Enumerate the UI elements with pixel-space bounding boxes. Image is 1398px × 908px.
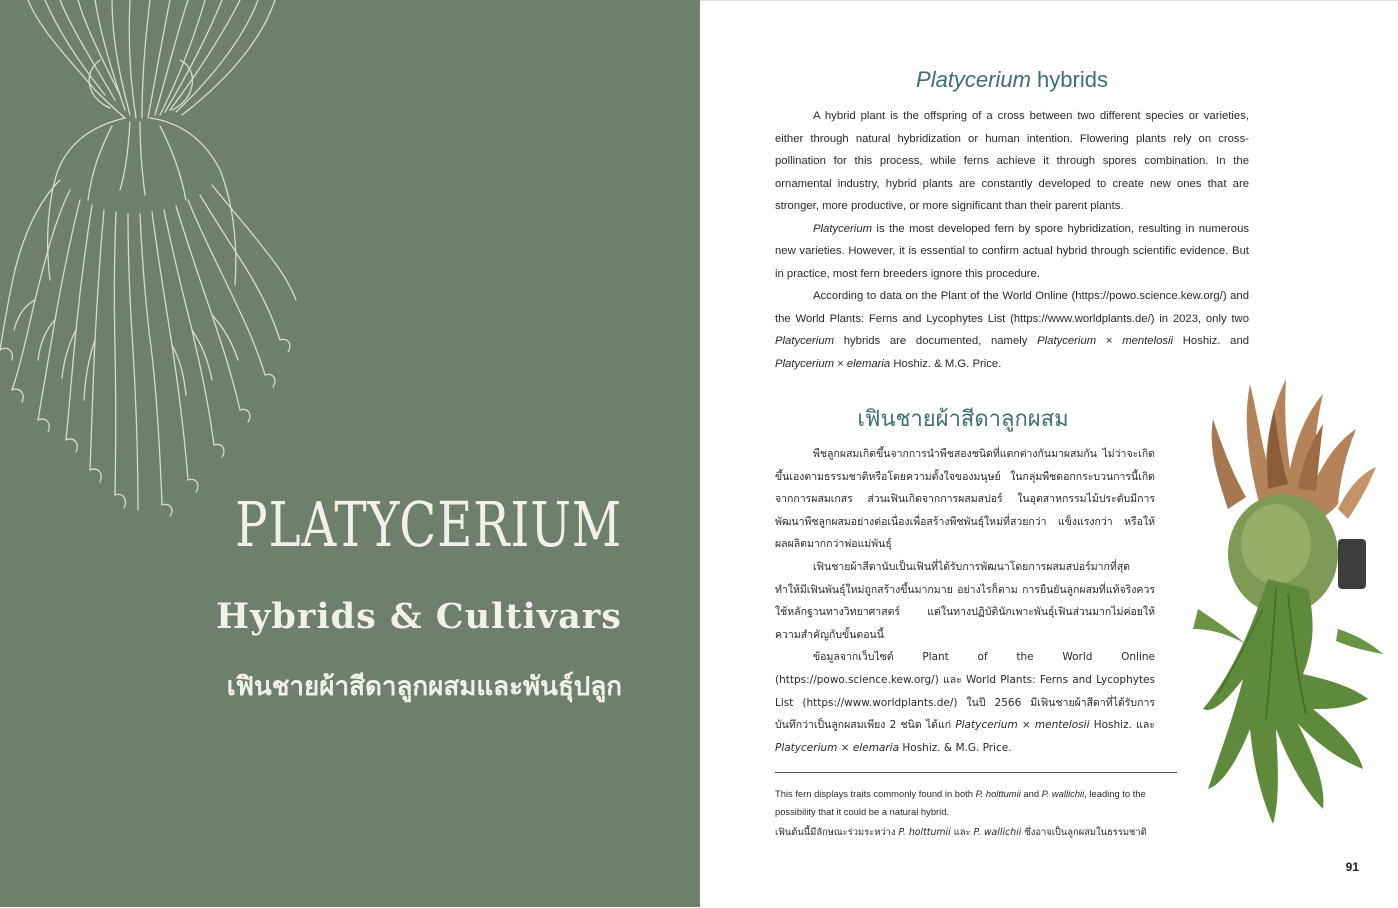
- species-name: P. holttumii: [975, 788, 1021, 799]
- thai-paragraph-1: พืชลูกผสมเกิดขึ้นจากการนำพืชสองชนิดที่แตกต่างกันมาผสมกัน ไม่ว่าจะเกิดขึ้นเองตามธรรมชาติหรือโดยความตั้งใจของมนุษย์ ในกลุ่มพืชดอกกระบวนการนี้เกิดจากการผสมเกสร ส่วนเฟินเกิดจากการผสมสปอร์ ในอุตสาหกรรมไม้ประดับมีการพัฒนาพืชลูกผสมอย่างต่อเนื่องเพื่อสร้างพืชพันธุ์ใหม่ที่สวยกว่า แข็งแรงกว่า หรือให้ผลผลิตมากกว่าพ่อแม่พันธุ์: [775, 448, 1155, 551]
- english-body-text: [775, 105, 1249, 375]
- epithet-name: mentelosii: [1122, 335, 1174, 347]
- caption-text: , leading to the possibility that it could be a natural hybrid.: [775, 788, 1146, 817]
- genus-name: Platycerium: [775, 335, 835, 347]
- english-paragraph-1: A hybrid plant is the offspring of a cross between two different species or varieties, either through natural hybridization or human intention. Flowering plants rely on cross-pollination for this process, while ferns achieve it through spores combination. In the ornamental industry, hybrid plants are constantly developed to create new ones that are stronger, more productive, or more significant than their parent plants.: [775, 110, 1249, 212]
- genus-name: Platycerium: [775, 741, 838, 754]
- paragraph-text: is the most developed fern by spore hybridization, resulting in numerous new varieties. However, it is essential to confirm actual hybrid through scientific evidence. But in practice, most fern breeders ignore this procedure.: [775, 222, 1249, 280]
- thai-section-heading: เฟินชายผ้าสีดาลูกผสม: [857, 406, 1069, 431]
- photo-caption-thai: [775, 824, 1185, 841]
- paragraph-text: hybrids are documented, namely: [834, 335, 1038, 347]
- genus-name: Platycerium: [775, 357, 835, 370]
- book-subtitle: Hybrids & Cultivars: [216, 596, 622, 637]
- thai-book-title: เฟินชายผ้าสีดาลูกผสมและพันธุ์ปลูก: [226, 672, 622, 702]
- right-page: [700, 0, 1398, 908]
- page-number: 91: [1345, 860, 1359, 874]
- hybrid-sign: ×: [1017, 719, 1035, 732]
- heading-genus: Platycerium: [916, 67, 1031, 92]
- english-paragraph-2: [775, 218, 1249, 286]
- caption-text: This fern displays traits commonly found in both: [775, 788, 976, 799]
- caption-divider: [775, 772, 1177, 773]
- staghorn-fern-photo: [1188, 379, 1388, 839]
- paragraph-text: Hoshiz. & M.G. Price.: [899, 741, 1012, 754]
- english-paragraph-3: [775, 285, 1249, 375]
- epithet-name: mentelosii: [1034, 719, 1090, 732]
- thai-body-text: [775, 443, 1155, 759]
- staghorn-fern-line-illustration: [0, 0, 300, 520]
- species-name: P. wallichii: [1041, 788, 1085, 799]
- thai-paragraph-2: เฟินชายผ้าสีดานับเป็นเฟินที่ได้รับการพัฒนาโดยการผสมสปอร์มากที่สุด ทำให้มีเฟินพันธุ์ใหม่ถูกสร้างขึ้นมากมาย อย่างไรก็ตาม การยืนยันลูกผสมที่แท้จริงควรใช้หลักฐานทางวิทยาศาสตร์ แต่ในทางปฏิบัตินักเพาะพันธุ์เฟินส่วนมากไม่ค่อยให้ความสำคัญกับขั้นตอนนี้: [775, 560, 1155, 641]
- paragraph-text: Hoshiz. and: [1173, 335, 1250, 347]
- caption-text: และ: [950, 827, 974, 838]
- paragraph-text: According to data on the Plant of the World Online (https://powo.science.kew.org/) and the World Plants: Ferns and Lycophytes List (https://www.worldplants.de/) in 2023, only two: [775, 290, 1249, 325]
- caption-text: and: [1020, 788, 1042, 799]
- paragraph-text: ข้อมูลจากเว็บไซต์ Plant of the World Online (https://powo.science.kew.org/) และ World Plants: Ferns and Lycophytes List (https://www.worldplants.de/) ในปี 2566 มีเฟินชายผ้าสีดาที่ได้รับการบันทึกว่าเป็นลูกผสมเพียง 2 ชนิด ได้แก่: [775, 651, 1155, 732]
- hybrid-sign: ×: [837, 741, 853, 754]
- epithet-name: elemaria: [846, 357, 891, 370]
- hybrid-sign: ×: [834, 357, 847, 370]
- genus-name: Platycerium: [955, 719, 1018, 732]
- paragraph-text: Hoshiz. และ: [1089, 719, 1155, 732]
- hybrid-sign: ×: [1096, 335, 1123, 347]
- epithet-name: elemaria: [852, 741, 900, 754]
- paragraph-text: Hoshiz. & M.G. Price.: [890, 357, 1002, 370]
- caption-text: ซึ่งอาจเป็นลูกผสมในธรรมชาติ: [1021, 827, 1147, 838]
- genus-name: Platycerium: [813, 222, 873, 235]
- species-name: P. holttumii: [898, 827, 951, 838]
- caption-text: เฟินต้นนี้มีลักษณะร่วมระหว่าง: [775, 827, 899, 838]
- thai-paragraph-3: [775, 646, 1155, 759]
- heading-rest: hybrids: [1030, 67, 1108, 92]
- english-section-heading: [775, 67, 1249, 93]
- book-title: PLATYCERIUM: [235, 488, 622, 561]
- photo-caption-english: [775, 785, 1185, 820]
- species-name: P. wallichii: [973, 827, 1022, 838]
- genus-name: Platycerium: [1037, 335, 1097, 347]
